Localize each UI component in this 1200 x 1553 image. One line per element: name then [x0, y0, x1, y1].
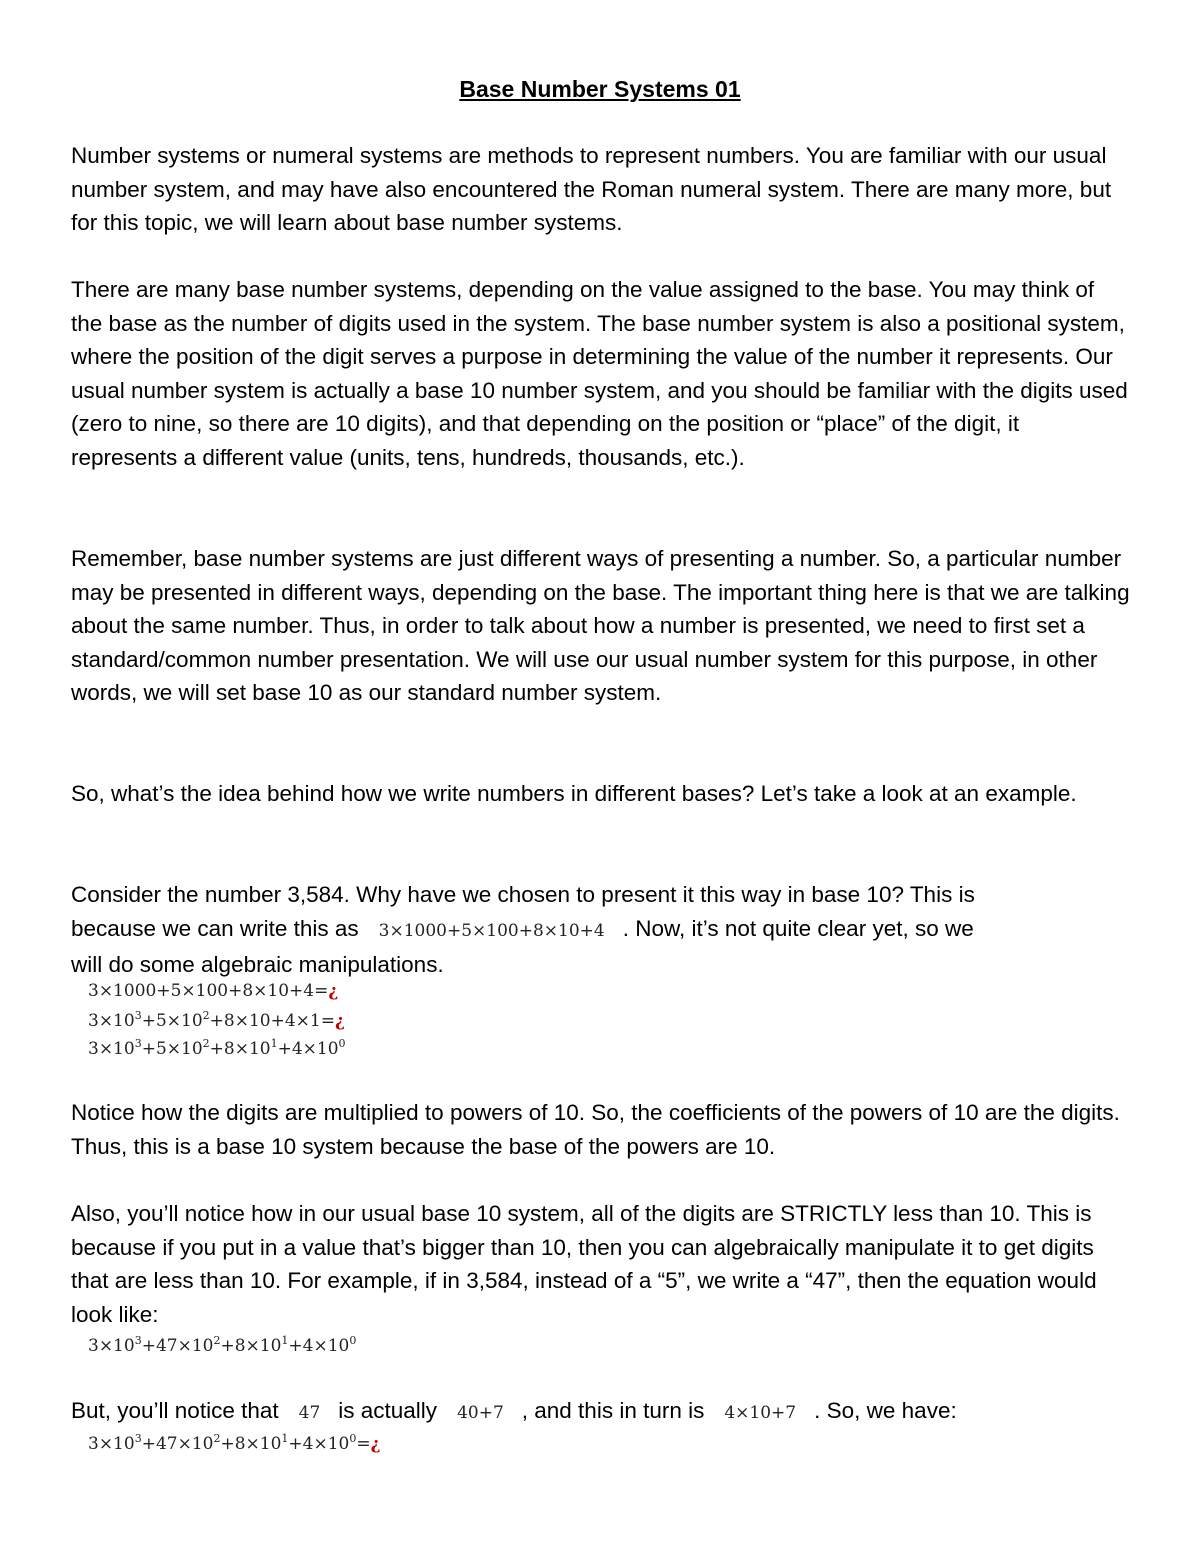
eq4-exponent: 1 [281, 1334, 289, 1347]
equation-2 [88, 1008, 345, 1034]
eq5-term: +8×10 [220, 1434, 282, 1454]
paragraph-powers: Notice how the digits are multiplied to powers of 10. So, the coefficients of the powers of 10 are the digits. Thus, this is a base 10 system because the base of the powers are 10. [71, 1100, 1120, 1159]
eq3-exponent: 2 [202, 1037, 210, 1050]
equation-2-placeholder-mark: ¿ [334, 1011, 345, 1031]
inline-equation-4x10-plus-7: 4×10+7 [724, 1403, 797, 1423]
example-line-1: Consider the number 3,584. Why have we chosen to present it this way in base 10? This is [71, 882, 975, 907]
eq2-term: 3×10 [88, 1011, 135, 1031]
equation-1-placeholder-mark: ¿ [328, 981, 339, 1001]
eq2-term: +8×10+4×1= [209, 1011, 335, 1031]
paragraph-example [71, 878, 1131, 982]
p8-text: is actually [338, 1398, 438, 1423]
eq5-term: 3×10 [88, 1434, 135, 1454]
eq2-exponent: 3 [134, 1009, 142, 1022]
example-line-3: will do some algebraic manipulations. [71, 952, 444, 978]
eq5-term: +47×10 [141, 1434, 214, 1454]
paragraph-actually [71, 1394, 1131, 1431]
equation-1 [88, 978, 338, 1004]
inline-equation-40-plus-7: 40+7 [457, 1403, 504, 1423]
paragraph-idea: So, what’s the idea behind how we write numbers in different bases? Let’s take a look at an example. [71, 781, 1077, 806]
eq3-term: +4×10 [277, 1039, 339, 1059]
example-line-2-end: . Now, it’s not quite clear yet, so we [622, 915, 974, 941]
example-line-2 [71, 912, 1131, 949]
inline-equation-47: 47 [298, 1403, 321, 1423]
eq3-term: +8×10 [209, 1039, 271, 1059]
eq2-term: +5×10 [141, 1011, 203, 1031]
eq3-exponent: 0 [338, 1037, 346, 1050]
eq5-exponent: 1 [281, 1432, 289, 1445]
eq3-exponent: 1 [270, 1037, 278, 1050]
page-title: Base Number Systems 01 [459, 76, 741, 102]
eq5-term: +4×10 [288, 1434, 350, 1454]
eq5-exponent: 3 [134, 1432, 142, 1445]
eq4-term: +47×10 [141, 1336, 214, 1356]
example-line-2-start: because we can write this as [71, 915, 359, 941]
paragraph-intro: Number systems or numeral systems are methods to represent numbers. You are familiar with our usual number system, and may have also encountered the Roman numeral system. There are many more, but for this topic, we will learn about base number systems. [71, 143, 1112, 236]
equation-5 [88, 1431, 381, 1457]
inline-equation: 3×1000+5×100+8×10+4 [378, 920, 605, 941]
equation-5-placeholder-mark: ¿ [370, 1434, 381, 1454]
eq5-exponent: 2 [213, 1432, 221, 1445]
p8-text: . So, we have: [814, 1398, 957, 1423]
paragraph-base-systems: There are many base number systems, depending on the value assigned to the base. You may think of the base as the number of digits used in the system. The base number system is also a positional system, where the position of the digit serves a purpose in determining the value of the number it represents. Our usual number system is actually a base 10 number system, and you should be familiar with the digits used (zero to nine, so there are 10 digits), and that depending on the position or “place” of the digit, it represents a different value (units, tens, hundreds, thousands, etc.). [71, 277, 1128, 470]
p8-text: But, you’ll notice that [71, 1398, 279, 1423]
paragraph-presentation: Remember, base number systems are just different ways of presenting a number. So, a particular number may be presented in different ways, depending on the base. The important thing here is that we are talking about the same number. Thus, in order to talk about how a number is presented, we need to first set a standard/common number presentation. We will use our usual number system for this purpose, in other words, we will set base 10 as our standard number system. [71, 546, 1130, 706]
equation-4 [88, 1333, 356, 1359]
equation-3 [88, 1036, 346, 1062]
equation-1-expression: 3×1000+5×100+8×10+4= [88, 981, 329, 1001]
eq4-exponent: 0 [349, 1334, 357, 1347]
eq4-term: +4×10 [288, 1336, 350, 1356]
eq5-exponent: 0 [349, 1432, 357, 1445]
eq3-exponent: 3 [134, 1037, 142, 1050]
p8-text: , and this in turn is [521, 1398, 705, 1423]
eq4-exponent: 2 [213, 1334, 221, 1347]
eq2-exponent: 2 [202, 1009, 210, 1022]
eq3-term: +5×10 [141, 1039, 203, 1059]
paragraph-strictly-less: Also, you’ll notice how in our usual base 10 system, all of the digits are STRICTLY less than 10. This is because if you put in a value that’s bigger than 10, then you can algebraically manipulate it to get digits that are less than 10. For example, if in 3,584, instead of a “5”, we write a “47”, then the equation would look like: [71, 1201, 1097, 1327]
eq4-term: +8×10 [220, 1336, 282, 1356]
eq3-term: 3×10 [88, 1039, 135, 1059]
eq4-exponent: 3 [134, 1334, 142, 1347]
eq4-term: 3×10 [88, 1336, 135, 1356]
eq5-term: = [356, 1434, 371, 1454]
